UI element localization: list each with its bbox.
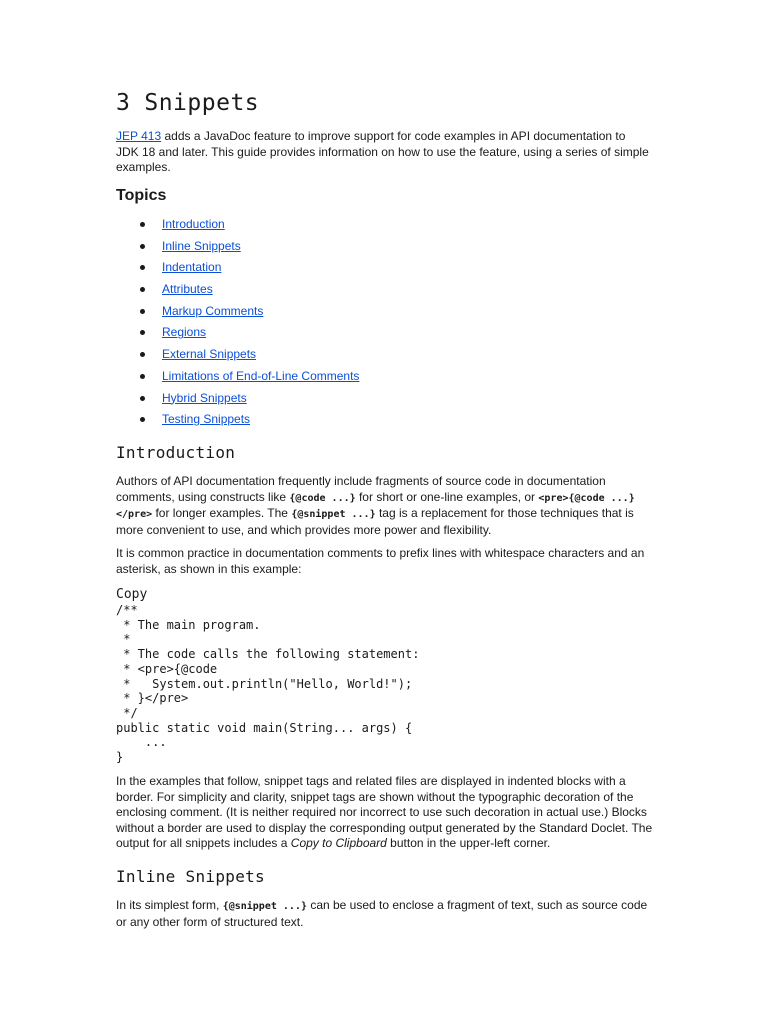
topic-link-regions[interactable]: Regions [162, 325, 207, 340]
inline-snippets-paragraph [116, 898, 656, 930]
inline-code: {@snippet ...} [291, 509, 376, 520]
text-span: for short or one-line examples, or [355, 489, 539, 504]
list-item [116, 411, 359, 433]
inline-snippets-heading: Inline Snippets [116, 867, 265, 886]
inline-code: {@snippet ...} [222, 901, 307, 912]
text-span: In its simplest form, [116, 898, 223, 912]
introduction-heading: Introduction [116, 443, 236, 462]
jep-413-link[interactable]: JEP 413 [116, 129, 162, 143]
chapter-title [116, 88, 259, 118]
chapter-title-text: Snippets [144, 90, 260, 116]
topic-link-indentation[interactable]: Indentation [162, 260, 222, 275]
list-item [116, 346, 359, 368]
list-item [116, 303, 359, 325]
list-item [116, 259, 359, 281]
bullet-icon [140, 417, 145, 422]
bullet-icon [140, 330, 145, 335]
topic-link-limitations[interactable]: Limitations of End-of-Line Comments [162, 368, 360, 383]
topic-link-hybrid-snippets[interactable]: Hybrid Snippets [162, 390, 247, 405]
text-span: Authors of API documentation frequently include fragments of source code in documentation comments, using constructs like [116, 474, 606, 504]
list-item [116, 390, 359, 412]
inline-code: <pre>{@code ...}</pre> [116, 492, 635, 520]
intro-text: adds a JavaDoc feature to improve support for code examples in API documentation to JDK 18 and later. This guide provides information on how to use the feature, using a series of simple examples. [116, 129, 649, 174]
introduction-paragraph-2: It is common practice in documentation comments to prefix lines with whitespace characters and an asterisk, as shown in this example: [116, 546, 645, 576]
inline-code: {@code ...} [289, 492, 356, 504]
text-span: button in the upper-left corner. [386, 836, 551, 850]
list-item [116, 324, 359, 346]
introduction-paragraph-1 [116, 474, 656, 538]
bullet-icon [140, 222, 145, 227]
bullet-icon [140, 396, 145, 401]
topic-link-attributes[interactable]: Attributes [162, 282, 213, 297]
list-item [116, 216, 359, 238]
topic-link-external-snippets[interactable]: External Snippets [162, 347, 257, 362]
copy-button[interactable]: Copy [116, 587, 148, 602]
topic-link-markup-comments[interactable]: Markup Comments [162, 303, 264, 318]
emphasis-text: Copy to Clipboard [290, 836, 387, 850]
topic-link-introduction[interactable]: Introduction [162, 217, 225, 231]
list-item [116, 368, 359, 390]
bullet-icon [140, 287, 145, 292]
list-item [116, 238, 359, 260]
topics-heading: Topics [116, 187, 167, 204]
text-span: for longer examples. The [152, 506, 292, 520]
topic-link-inline-snippets[interactable]: Inline Snippets [162, 238, 241, 253]
text-span: tag is a replacement for those techniques that is more convenient to use, and which provides more power and flexibility. [116, 506, 634, 537]
bullet-icon [140, 265, 145, 270]
text-span: can be used to enclose a fragment of text, such as source code or any other form of structured text. [116, 898, 648, 929]
introduction-paragraph-3 [116, 774, 656, 852]
bullet-icon [140, 352, 145, 357]
chapter-number: 3 [116, 90, 131, 116]
topics-list [116, 216, 359, 433]
bullet-icon [140, 309, 145, 314]
bullet-icon [140, 244, 145, 249]
list-item [116, 281, 359, 303]
bullet-icon [140, 374, 145, 379]
topic-link-testing-snippets[interactable]: Testing Snippets [162, 412, 251, 427]
code-block: /** * The main program. * * The code calls the following statement: * <pre>{@code * System.out.println("Hello, World!"); * }</pre> */ public static void main(String... args) { ... } [116, 603, 420, 765]
text-span: In the examples that follow, snippet tags and related files are displayed in indented blocks with a border. For simplicity and clarity, snippet tags are shown without the typographic decoration of the enclosing comment. (It is neither required nor incorrect to use such decoration in actual use.) Blocks without a border are used to display the corresponding output generated by the Standard Doclet. The output for all snippets includes a [116, 774, 653, 850]
intro-paragraph [116, 129, 651, 176]
